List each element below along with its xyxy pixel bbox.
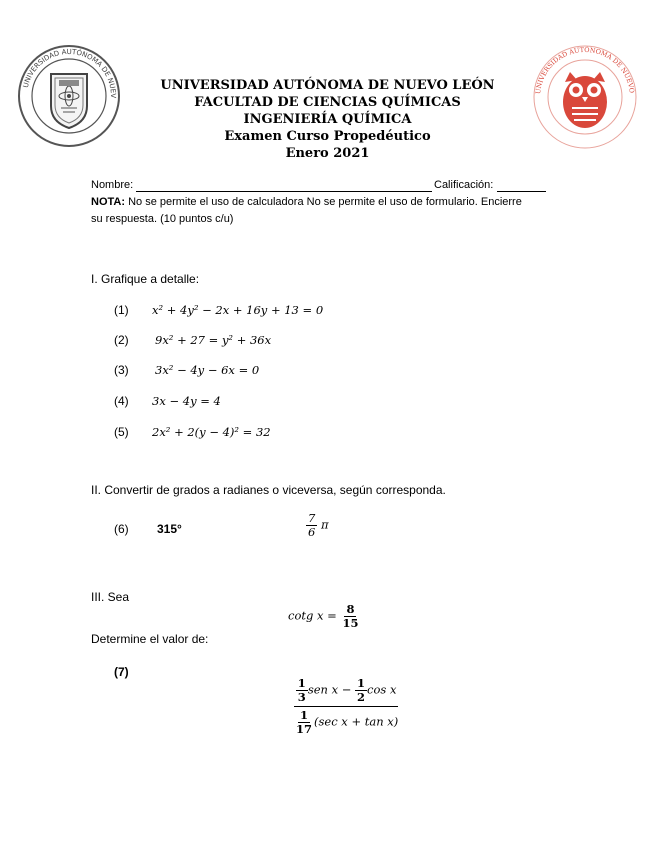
section2-title: II. Convertir de grados a radianes o viceversa, según corresponda. <box>91 483 446 497</box>
item-4-equation: 3x − 4y = 4 <box>152 394 221 408</box>
right-logo-ring-text: UNIVERSIDAD AUTÓNOMA DE NUEVO <box>534 45 636 95</box>
item-1-number: (1) <box>114 303 129 317</box>
item-6-frac-den: 6 <box>308 525 316 539</box>
item-7-denominator <box>292 707 400 736</box>
item-6-number: (6) <box>114 522 129 536</box>
exam-date: Enero 2021 <box>285 146 370 161</box>
expr-a-den: 3 <box>297 690 306 704</box>
section1-title: I. Grafique a detalle: <box>91 272 200 286</box>
expr-c-den: 17 <box>296 722 313 736</box>
grade-label: Calificación: <box>434 179 494 191</box>
expr-b-den: 2 <box>357 690 366 704</box>
item-4-number: (4) <box>114 394 129 408</box>
note-text: No se permite el uso de calculadora No se permite el uso de formulario. Encierre <box>128 196 522 208</box>
left-logo-ring-text: UNIVERSIDAD AUTÓNOMA DE NUEV <box>21 47 118 99</box>
item-7-expression <box>292 677 400 736</box>
expr-a-num: 1 <box>297 676 306 690</box>
item-6-degrees: 315° <box>157 522 182 536</box>
item-2-equation: 9x² + 27 = y² + 36x <box>155 333 272 347</box>
item-3-equation: 3x² − 4y − 6x = 0 <box>155 363 260 377</box>
item-6-pi: π <box>320 517 329 532</box>
note-text-2: su respuesta. (10 puntos c/u) <box>91 213 234 225</box>
name-field[interactable] <box>136 191 432 192</box>
item-5-number: (5) <box>114 425 129 439</box>
given-lhs: cotg x = <box>288 608 337 623</box>
expr-b-text: cos x <box>367 682 397 697</box>
item-7-number: (7) <box>114 665 129 679</box>
expr-b-num: 1 <box>357 676 366 690</box>
expr-c-num: 1 <box>300 708 309 722</box>
given-den: 15 <box>342 616 359 630</box>
note <box>91 196 571 208</box>
faculty-title: FACULTAD DE CIENCIAS QUÍMICAS <box>194 95 461 110</box>
given-equation <box>288 603 360 630</box>
section3-title: III. Sea <box>91 590 130 604</box>
item-3-number: (3) <box>114 363 129 377</box>
item-1-equation: x² + 4y² − 2x + 16y + 13 = 0 <box>152 303 324 317</box>
item-7-numerator <box>294 677 399 707</box>
grade-field[interactable] <box>497 191 546 192</box>
program-title: INGENIERÍA QUÍMICA <box>243 112 412 127</box>
exam-title: Examen Curso Propedéutico <box>224 129 431 144</box>
item-2-number: (2) <box>114 333 129 347</box>
instruction: Determine el valor de: <box>91 632 209 646</box>
expr-c-text: (sec x + tan x) <box>314 714 399 729</box>
name-label: Nombre: <box>91 179 134 191</box>
university-title: UNIVERSIDAD AUTÓNOMA DE NUEVO LEÓN <box>160 78 495 93</box>
item-6-frac-num: 7 <box>308 511 316 525</box>
expr-a-text: sen x − <box>307 682 352 697</box>
given-num: 8 <box>346 602 355 616</box>
note-label: NOTA: <box>91 196 126 208</box>
item-5-equation: 2x² + 2(y − 4)² = 32 <box>152 425 271 439</box>
item-6-radians <box>306 512 329 539</box>
